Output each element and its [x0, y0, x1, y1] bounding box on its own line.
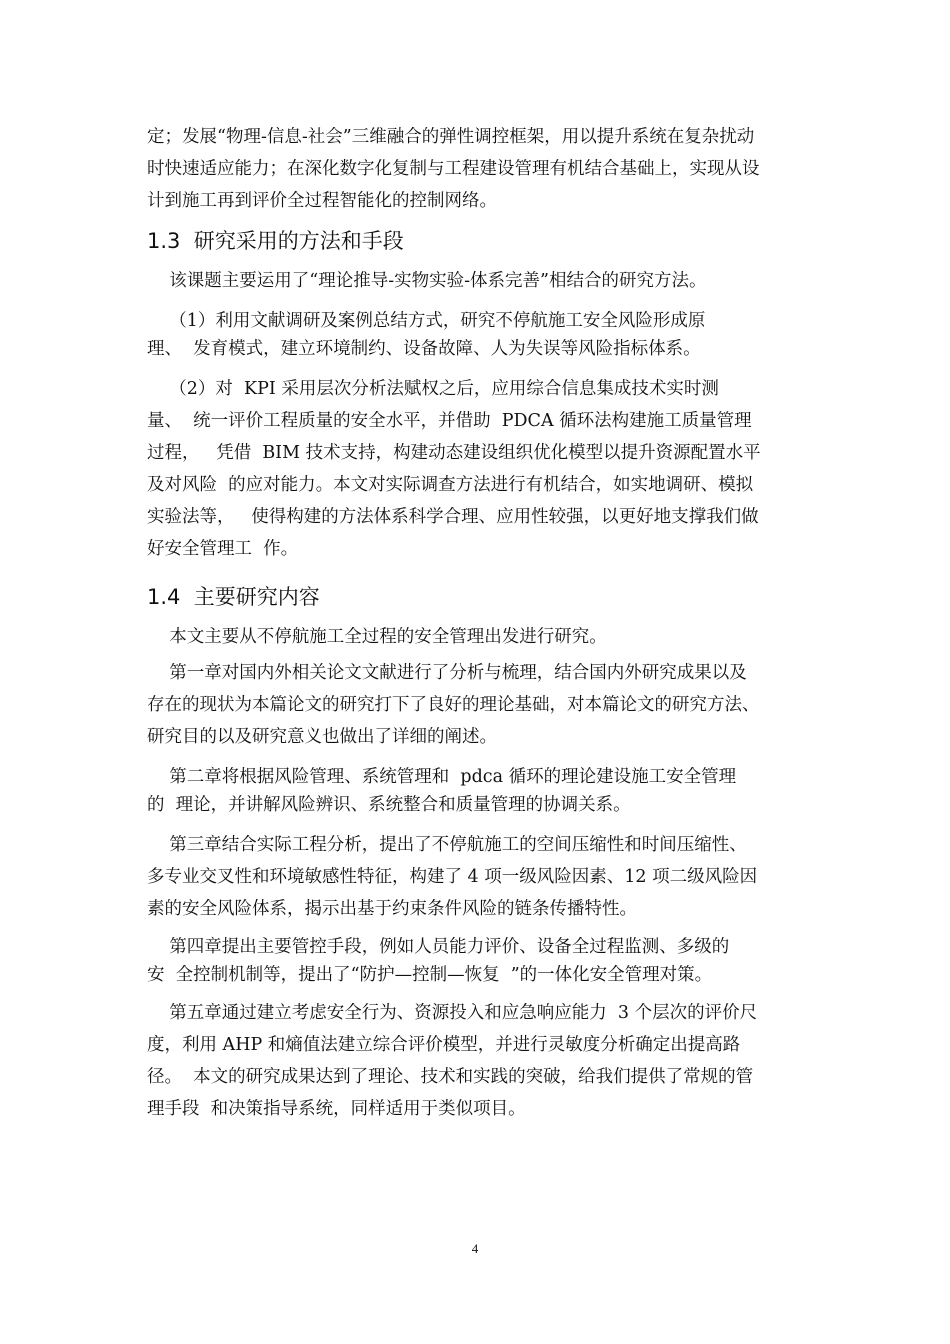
- body-text-line: 计到施工再到评价全过程智能化的控制网络。: [147, 191, 497, 211]
- body-text-line: 好安全管理工 作。: [147, 539, 299, 559]
- body-text-line: 第四章提出主要管控手段，例如人员能力评价、设备全过程监测、多级的: [147, 937, 730, 957]
- body-text-line: 本文主要从不停航施工全过程的安全管理出发进行研究。: [147, 627, 607, 647]
- body-text-line: 定；发展“物理-信息-社会”三维融合的弹性调控框架，用以提升系统在复杂扰动: [147, 127, 755, 147]
- body-text-line: （1）利用文献调研及案例总结方式，研究不停航施工安全风险形成原: [147, 311, 706, 331]
- body-text-line: 理、 发育模式，建立环境制约、设备故障、人为失误等风险指标体系。: [147, 339, 701, 359]
- body-text-line: （2）对 KPI 采用层次分析法赋权之后，应用综合信息集成技术实时测: [147, 379, 719, 399]
- body-text-line: 多专业交叉性和环境敏感性特征，构建了 4 项一级风险因素、12 项二级风险因: [147, 867, 758, 887]
- body-text-line: 过程， 凭借 BIM 技术支持，构建动态建设组织优化模型以提升资源配置水平: [147, 443, 761, 463]
- body-text-line: 该课题主要运用了“理论推导-实物实验-体系完善”相结合的研究方法。: [147, 271, 707, 291]
- body-text-line: 实验法等， 使得构建的方法体系科学合理、应用性较强，以更好地支撑我们做: [147, 507, 759, 527]
- section-heading-1-4: 1.4 主要研究内容: [147, 585, 320, 609]
- body-text-line: 理手段 和决策指导系统，同样适用于类似项目。: [147, 1099, 526, 1119]
- body-text-line: 素的安全风险体系，揭示出基于约束条件风险的链条传播特性。: [147, 899, 637, 919]
- body-text-line: 第一章对国内外相关论文文献进行了分析与梳理，结合国内外研究成果以及: [147, 663, 747, 683]
- body-text-line: 第五章通过建立考虑安全行为、资源投入和应急响应能力 3 个层次的评价尺: [147, 1003, 758, 1023]
- body-text-line: 研究目的以及研究意义也做出了详细的阐述。: [147, 727, 497, 747]
- body-text-line: 安 全控制机制等，提出了“防护—控制—恢复 ”的一体化安全管理对策。: [147, 965, 713, 985]
- section-heading-1-3: 1.3 研究采用的方法和手段: [147, 229, 404, 253]
- body-text-line: 第三章结合实际工程分析，提出了不停航施工的空间压缩性和时间压缩性、: [147, 835, 747, 855]
- page-number: 4: [471, 1241, 479, 1256]
- body-text-line: 的 理论，并讲解风险辨识、系统整合和质量管理的协调关系。: [147, 795, 631, 815]
- body-text-line: 第二章将根据风险管理、系统管理和 pdca 循环的理论建设施工安全管理: [147, 767, 737, 787]
- body-text-line: 量、 统一评价工程质量的安全水平，并借助 PDCA 循环法构建施工质量管理: [147, 411, 752, 431]
- body-text-line: 时快速适应能力；在深化数字化复制与工程建设管理有机结合基础上，实现从设: [147, 159, 760, 179]
- body-text-line: 径。 本文的研究成果达到了理论、技术和实践的突破，给我们提供了常规的管: [147, 1067, 754, 1087]
- body-text-line: 度，利用 AHP 和熵值法建立综合评价模型，并进行灵敏度分析确定出提高路: [147, 1035, 741, 1055]
- body-text-line: 存在的现状为本篇论文的研究打下了良好的理论基础，对本篇论文的研究方法、: [147, 695, 760, 715]
- body-text-line: 及对风险 的应对能力。本文对实际调查方法进行有机结合，如实地调研、模拟: [147, 475, 754, 495]
